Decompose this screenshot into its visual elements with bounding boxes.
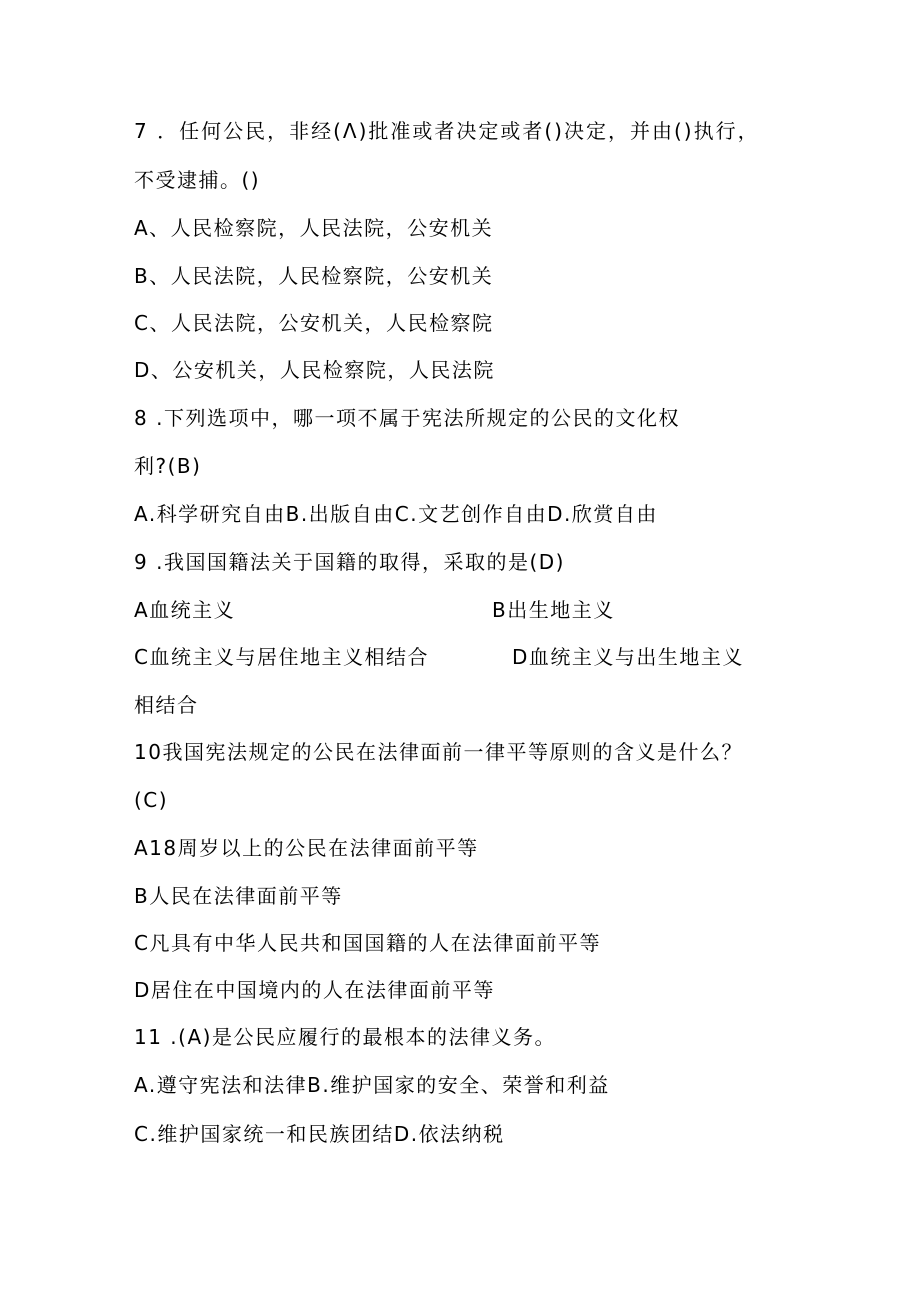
- question-11-options-ab: A.遵守宪法和法律B.维护国家的安全、荣誉和利益: [134, 1073, 610, 1097]
- question-10-option-a: A18周岁以上的公民在法律面前平等: [134, 836, 479, 860]
- question-10-option-d: D居住在中国境内的人在法律面前平等: [134, 978, 495, 1002]
- question-8-stem-continued: 利?(B): [134, 454, 202, 478]
- question-8-stem: 8 .下列选项中，哪一项不属于宪法所规定的公民的文化权: [134, 406, 680, 430]
- question-7-stem: 7 ．任何公民，非经(Λ)批准或者决定或者()决定，并由()执行，: [134, 119, 760, 143]
- question-9-option-d: D血统主义与出生地主义: [512, 645, 744, 669]
- question-9-stem: 9 .我国国籍法关于国籍的取得，采取的是(D): [134, 550, 565, 574]
- question-11-stem: 11 .(A)是公民应履行的最根本的法律义务。: [134, 1025, 556, 1049]
- question-9-option-a: A血统主义: [134, 598, 236, 622]
- question-10-answer: (C): [134, 788, 169, 812]
- question-9-option-c: C血统主义与居住地主义相结合: [134, 645, 429, 669]
- question-7-option-d: D、公安机关，人民检察院，人民法院: [134, 358, 495, 382]
- question-7-stem-continued: 不受逮捕。(): [134, 168, 261, 192]
- question-10-option-c: C凡具有中华人民共和国国籍的人在法律面前平等: [134, 931, 601, 955]
- question-11-options-cd: C.维护国家统一和民族团结D.依法纳税: [134, 1122, 505, 1146]
- question-7-option-b: B、人民法院，人民检察院，公安机关: [134, 264, 494, 288]
- question-9-option-d-continued: 相结合: [134, 693, 199, 717]
- question-9-option-b: B出生地主义: [492, 598, 615, 622]
- question-10-option-b: B人民在法律面前平等: [134, 884, 343, 908]
- question-10-stem: 10我国宪法规定的公民在法律面前一律平等原则的含义是什么？: [134, 740, 743, 764]
- question-8-options: A.科学研究自由B.出版自由C.文艺创作自由D.欣赏自由: [134, 502, 658, 526]
- question-7-option-c: C、人民法院，公安机关，人民检察院: [134, 311, 494, 335]
- question-7-option-a: A、人民检察院，人民法院，公安机关: [134, 216, 494, 240]
